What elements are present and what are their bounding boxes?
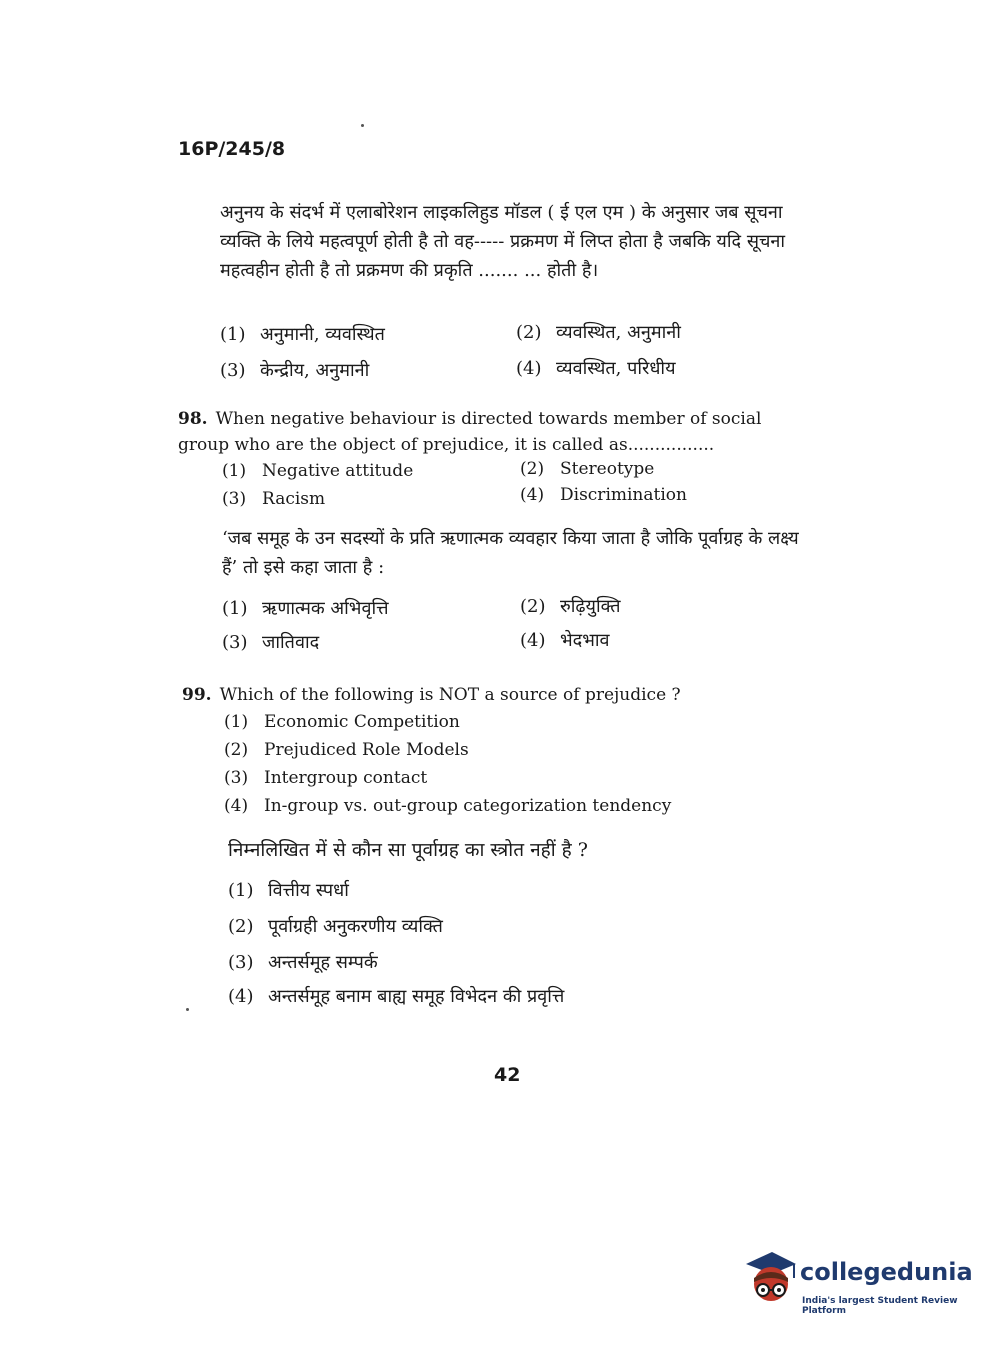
option-2: (2) Stereotype [520, 459, 655, 479]
scan-speck [186, 1008, 189, 1011]
question-99 [182, 682, 814, 708]
option-4: (4) भेदभाव [520, 630, 610, 651]
option-4: (4) In-group vs. out-group categorization tendency [224, 796, 672, 816]
option-2: (2) पूर्वाग्रही अनुकरणीय व्यक्ति [228, 916, 443, 937]
option-4: (4) Discrimination [520, 485, 687, 505]
page-number: 42 [494, 1064, 521, 1086]
q97-hindi-options [220, 322, 810, 382]
question-number: 99. [182, 685, 212, 705]
question-98 [178, 406, 810, 458]
question-text: When negative behaviour is directed towards member of social group who are the object of prejudice, it is called as................ [178, 409, 762, 455]
option-1: (1) Economic Competition [224, 712, 460, 732]
q98-hindi-text: ‘जब समूह के उन सदस्यों के प्रति ऋणात्मक व्यवहार किया जाता है जोकि पूर्वाग्रह के लक्ष्य हैं’ तो इसे कहा जाता है : [222, 528, 799, 578]
option-3: (3) अन्तर्समूह सम्पर्क [228, 952, 378, 973]
option-2: (2) रुढ़ियुक्ति [520, 596, 621, 617]
option-2: (2) Prejudiced Role Models [224, 740, 469, 760]
paper-code: 16P/245/8 [178, 138, 286, 160]
question-number: 98. [178, 409, 208, 429]
option-1: (1) ऋणात्मक अभिवृत्ति [222, 598, 389, 619]
question-text: Which of the following is NOT a source of prejudice ? [219, 685, 681, 705]
option-2: (2) व्यवस्थित, अनुमानी [516, 322, 681, 343]
option-1: (1) Negative attitude [222, 461, 414, 481]
mascot-icon [742, 1248, 800, 1318]
option-1: (1) अनुमानी, व्यवस्थित [220, 324, 385, 345]
q99-hindi-options [228, 878, 818, 1008]
q97-hindi-text: अनुनय के संदर्भ में एलाबोरेशन लाइकलिहुड मॉडल ( ई एल एम ) के अनुसार जब सूचना व्यक्ति के लिये महत्वपूर्ण होती है तो वह----- प्रक्रमण में लिप्त होता है जबकि यदि सूचना महत्वहीन होती है तो प्रक्रमण की प्रकृति ....... ... होती है। [220, 202, 786, 281]
option-3: (3) केन्द्रीय, अनुमानी [220, 360, 370, 381]
scan-speck [361, 124, 364, 127]
option-3: (3) Intergroup contact [224, 768, 428, 788]
option-4: (4) अन्तर्समूह बनाम बाह्य समूह विभेदन की प्रवृत्ति [228, 986, 565, 1007]
option-1: (1) वित्तीय स्पर्धा [228, 880, 349, 901]
option-4: (4) व्यवस्थित, परिधीय [516, 358, 676, 379]
logo-tagline: India's largest Student Review Platform [802, 1296, 958, 1316]
option-3: (3) Racism [222, 489, 326, 509]
collegedunia-logo [742, 1248, 972, 1318]
option-3: (3) जातिवाद [222, 632, 320, 653]
logo-wordmark: collegedunia [800, 1258, 973, 1286]
q98-options [222, 461, 812, 517]
q98-hindi-options [222, 596, 812, 656]
q99-options [224, 712, 814, 828]
q99-hindi-text: निम्नलिखित में से कौन सा पूर्वाग्रह का स्त्रोत नहीं है ? [228, 839, 588, 861]
